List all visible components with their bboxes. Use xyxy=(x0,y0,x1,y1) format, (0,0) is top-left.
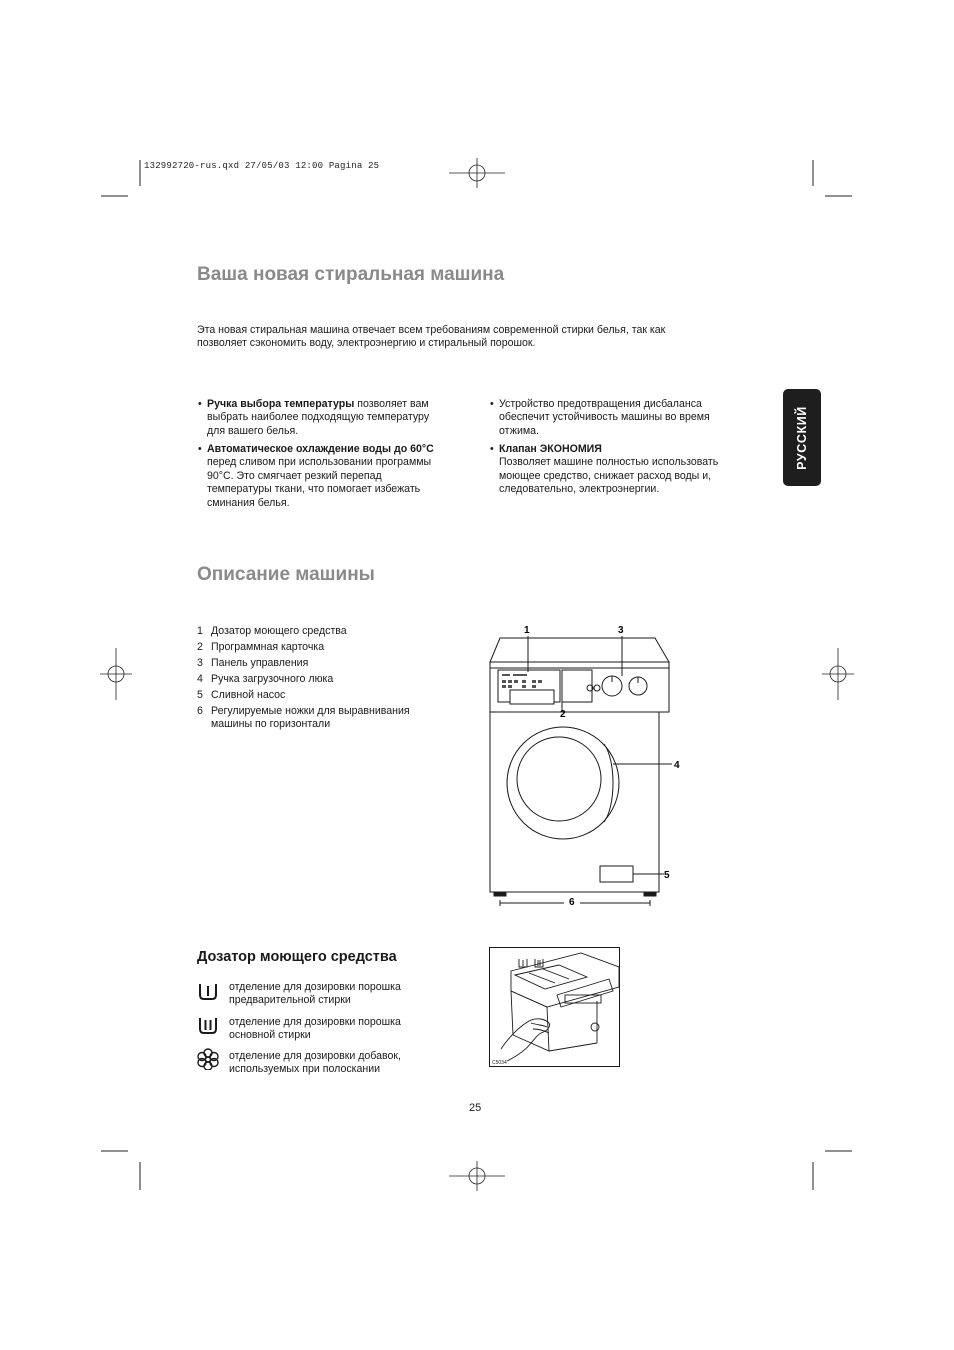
washing-machine-diagram xyxy=(480,620,690,910)
legend-item: 2 Программная карточка xyxy=(197,641,325,653)
pump-cover xyxy=(600,866,633,882)
dispenser-illustration xyxy=(489,947,620,1067)
section-title-dispenser: Дозатор моющего средства xyxy=(197,949,397,965)
mainwash-compartment-icon xyxy=(197,1016,219,1036)
callout-1: 1 xyxy=(524,625,530,636)
dispenser-item-prewash: отделение для дозировки порошка предварительной стирки xyxy=(229,981,401,1006)
figure-code: C5034 xyxy=(492,1060,507,1066)
section-title-new-machine: Ваша новая стиральная машина xyxy=(197,264,505,285)
legend-item-continued: машины по горизонтали xyxy=(211,718,331,730)
callout-2: 2 xyxy=(560,709,566,720)
page-number: 25 xyxy=(469,1102,482,1114)
feature-economy-valve: • Клапан ЭКОНОМИЯ Позволяет машине полностью использовать моющее средство, снижает расход воды и, следовательно, электроэнергии. xyxy=(490,443,719,496)
callout-5: 5 xyxy=(664,870,670,881)
callout-6: 6 xyxy=(569,897,575,908)
drawer-handle xyxy=(510,690,554,704)
dispenser-item-mainwash: отделение для дозировки порошка основной стирки xyxy=(229,1016,401,1041)
legend-item: 3 Панель управления xyxy=(197,657,309,669)
parts-legend xyxy=(197,625,457,745)
door-outer-ring xyxy=(507,727,619,839)
section-title-machine-description: Описание машины xyxy=(197,564,375,585)
legend-item: 6 Регулируемые ножки для выравнивания xyxy=(197,705,410,717)
machine-top xyxy=(490,638,669,662)
feature-temperature: • Ручка выбора температуры позволяет вам выбрать наиболее подходящую температуру для вашего белья. xyxy=(198,398,430,437)
door-glass xyxy=(517,737,601,821)
intro-paragraph: Эта новая стиральная машина отвечает всем требованиям современной стирки белья, так как позволяет сэкономить воду, электроэнергию и стиральный порошок. xyxy=(197,324,666,350)
print-slug: 132992720-rus.qxd 27/05/03 12:00 Pagina 25 xyxy=(144,161,380,171)
legend-item: 5 Сливной насос xyxy=(197,689,286,701)
machine-body xyxy=(490,712,659,892)
callout-4: 4 xyxy=(674,760,680,771)
legend-item: 4 Ручка загрузочного люка xyxy=(197,673,334,685)
feature-auto-cooling: • Автоматическое охлаждение воды до 60°С перед сливом при использовании программы 90°С. Это смягчает резкий перепад температуры ткани, что помогает избежать сминания белья. xyxy=(198,443,434,509)
dispenser-item-softener: отделение для дозировки добавок, используемых при полоскании xyxy=(229,1050,402,1075)
language-tab: РУССКИЙ xyxy=(783,389,821,486)
prewash-compartment-icon xyxy=(197,982,219,1002)
softener-flower-icon xyxy=(197,1048,219,1070)
legend-item: 1 Дозатор моющего средства xyxy=(197,625,347,637)
feature-imbalance: • Устройство предотвращения дисбаланса обеспечит устойчивость машины во время отжима. xyxy=(490,398,710,437)
callout-3: 3 xyxy=(618,625,624,636)
